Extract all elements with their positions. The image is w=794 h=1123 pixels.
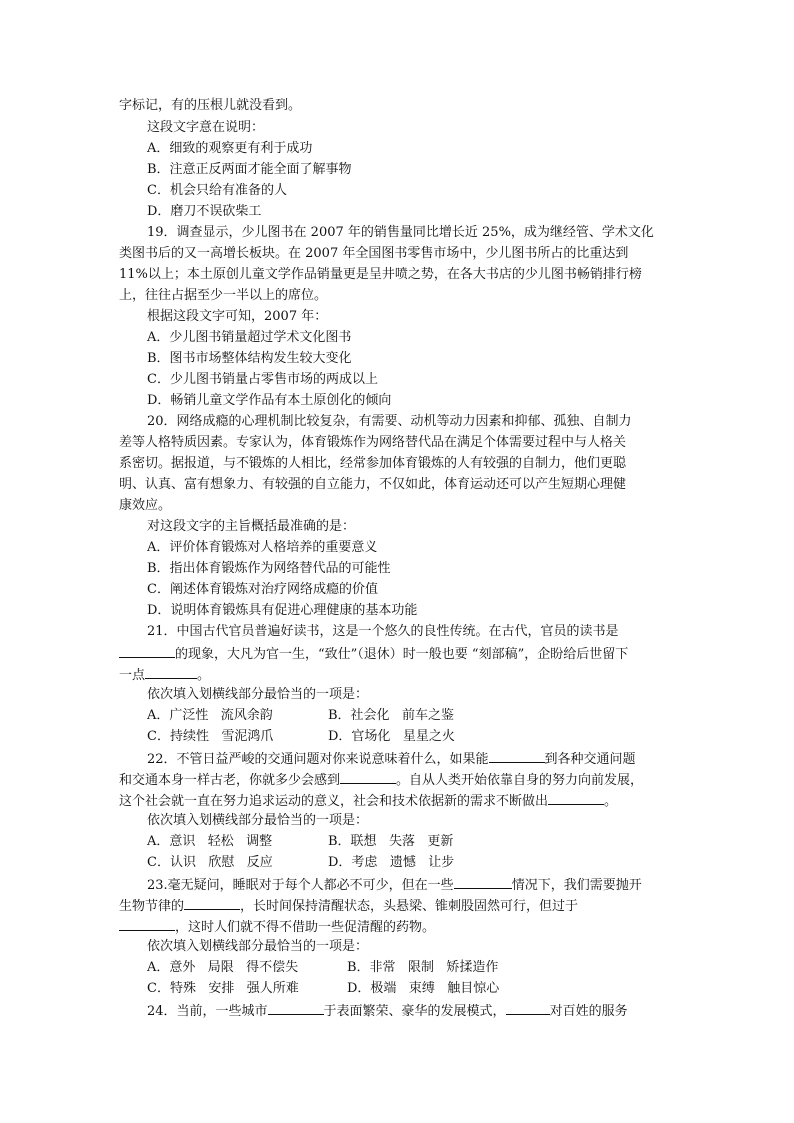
q23-text-line: [119, 897, 578, 915]
q23-text-segment: 生物节律的: [119, 899, 185, 914]
q24-text-segment: 24．当前，一些城市: [147, 1004, 268, 1019]
q20-option-d: D．说明体育锻炼具有促进心理健康的基本功能: [147, 603, 418, 618]
q23-option-d: D．极端 束缚 触目惊心: [347, 981, 500, 996]
q22-text-line: [119, 771, 643, 789]
q19-text-line: 11%以上；本土原创儿童文学作品销量更是呈井喷之势，在各大书店的少儿图书畅销排行榜: [119, 267, 642, 282]
fill-blank: [145, 666, 197, 679]
continuation-line: 字标记，有的压根儿就没看到。: [119, 98, 302, 113]
fill-blank: [268, 1002, 324, 1015]
q23-options-row: [147, 960, 499, 976]
q22-text-segment: 和交通本身一样古老，你就多少会感到: [119, 773, 341, 788]
q23-prompt: 依次填入划横线部分最恰当的一项是：: [147, 939, 369, 954]
fill-blank: [454, 876, 512, 889]
q23-text-segment: ，长时间保持清醒状态，头悬梁、锥刺股固然可行，但过于: [240, 899, 579, 914]
q21-options-row: [147, 708, 454, 724]
q23-text-line: [119, 918, 435, 936]
q23-text-segment: ，这时人们就不得不借助一些促清醒的药物。: [175, 920, 436, 935]
q22-text-segment: 。自从人类开始依靠自身的努力向前发展，: [396, 773, 644, 788]
q19-prompt: 根据这段文字可知，2007 年：: [147, 309, 328, 324]
q23-text-line: [147, 876, 642, 894]
q20-text-line: 差等人格特质因素。专家认为，体育锻炼作为网络替代品在满足个体需要过程中与人格关: [119, 435, 627, 450]
q23-text-segment: 23.毫无疑问，睡眠对于每个人都必不可少，但在一些: [147, 878, 454, 893]
fill-blank: [548, 792, 604, 805]
q18-option-d: D．磨刀不误砍柴工: [147, 204, 262, 219]
q19-option-c: C．少儿图书销量占零售市场的两成以上: [147, 372, 378, 387]
q21-options-row: [147, 729, 455, 745]
q22-options-row: [147, 855, 455, 871]
q24-text-segment: 对百姓的服务: [549, 1004, 628, 1019]
q23-option-b: B．非常 限制 矫揉造作: [347, 960, 499, 975]
fill-blank: [489, 750, 545, 763]
q23-options-row: [147, 981, 500, 997]
q18-option-c: C．机会只给有准备的人: [147, 183, 287, 198]
q21-prompt: 依次填入划横线部分最恰当的一项是：: [147, 687, 369, 702]
q21-option-b: B．社会化 前车之鉴: [328, 708, 454, 723]
q20-text-line: 系密切。据报道，与不锻炼的人相比，经常参加体育锻炼的人有较强的自制力，他们更聪: [119, 456, 627, 471]
fill-blank: [119, 918, 175, 931]
fill-blank: [340, 771, 396, 784]
q21-option-d: D．官场化 星星之火: [328, 729, 455, 744]
q20-text-line: 明、认真、富有想象力、有较强的自立能力，不仅如此，体育运动还可以产生短期心理健: [119, 477, 627, 492]
q22-prompt: 依次填入划横线部分最恰当的一项是：: [147, 813, 369, 828]
q20-option-a: A．评价体育锻炼对人格培养的重要意义: [147, 540, 378, 555]
q21-option-a: A．广泛性 流风余韵: [147, 708, 273, 723]
fill-blank: [184, 897, 240, 910]
q19-text-line: 19．调查显示，少儿图书在 2007 年的销售量同比增长近 25%，成为继经管、学术文化: [147, 225, 654, 240]
q20-option-c: C．阐述体育锻炼对治疗网络成瘾的价值: [147, 582, 378, 597]
fill-blank: [119, 645, 175, 658]
q21-text-segment: 一点: [119, 668, 146, 683]
q18-prompt: 这段文字意在说明：: [147, 120, 265, 135]
q22-text-line: [147, 750, 636, 768]
fill-blank: [506, 1002, 550, 1015]
q19-option-d: D．畅销儿童文学作品有本土原创化的倾向: [147, 393, 392, 408]
q19-option-a: A．少儿图书销量超过学术文化图书: [147, 330, 352, 345]
q21-text-line: 21．中国古代官员普遍好读书，这是一个悠久的良性传统。在古代，官员的读书是: [147, 624, 619, 639]
q22-text-segment: 这个社会就一直在努力追求运动的意义，社会和技术依据新的需求不断做出: [119, 794, 549, 809]
q22-text-segment: 22．不管日益严峻的交通问题对你来说意味着什么，如果能: [147, 752, 489, 767]
q21-text-segment: 。: [197, 668, 211, 683]
q20-text-line: 20．网络成瘾的心理机制比较复杂，有需要、动机等动力因素和抑郁、孤独、自制力: [147, 414, 632, 429]
q22-option-a: A．意识 轻松 调整: [147, 834, 273, 849]
q22-option-b: B．联想 失落 更新: [328, 834, 454, 849]
q23-option-c: C．特殊 安排 强人所难: [147, 981, 299, 996]
q23-option-a: A．意外 局限 得不偿失: [147, 960, 299, 975]
q21-text-line: [119, 645, 628, 663]
q20-prompt: 对这段文字的主旨概括最准确的是：: [147, 519, 356, 534]
q22-options-row: [147, 834, 454, 850]
q19-text-line: 上，往往占据至少一半以上的席位。: [119, 288, 328, 303]
q21-text-line: [119, 666, 210, 684]
q22-text-line: [119, 792, 617, 810]
q20-text-line: 康效应。: [119, 498, 172, 513]
q22-text-segment: 到各种交通问题: [544, 752, 636, 767]
q21-option-c: C．持续性 雪泥鸿爪: [147, 729, 274, 744]
q20-option-b: B．指出体育锻炼作为网络替代品的可能性: [147, 561, 391, 576]
q19-option-b: B．图书市场整体结构发生较大变化: [147, 351, 352, 366]
q21-text-segment: 的现象，大凡为官一生，“致仕”（退休）时一般也要 “刻部稿”，企盼给后世留下: [175, 647, 629, 662]
q19-text-line: 类图书后的又一高增长板块。在 2007 年全国图书零售市场中，少儿图书所占的比重达到: [119, 246, 629, 261]
q22-text-segment: 。: [604, 794, 618, 809]
q23-text-segment: 情况下，我们需要抛开: [511, 878, 642, 893]
q24-text-line: [147, 1002, 628, 1020]
q22-option-d: D．考虑 遗憾 让步: [328, 855, 455, 870]
q22-option-c: C．认识 欣慰 反应: [147, 855, 273, 870]
q18-option-a: A．细致的观察更有利于成功: [147, 141, 313, 156]
q18-option-b: B．注意正反两面才能全面了解事物: [147, 162, 352, 177]
q24-text-segment: 于表面繁荣、豪华的发展模式，: [323, 1004, 506, 1019]
